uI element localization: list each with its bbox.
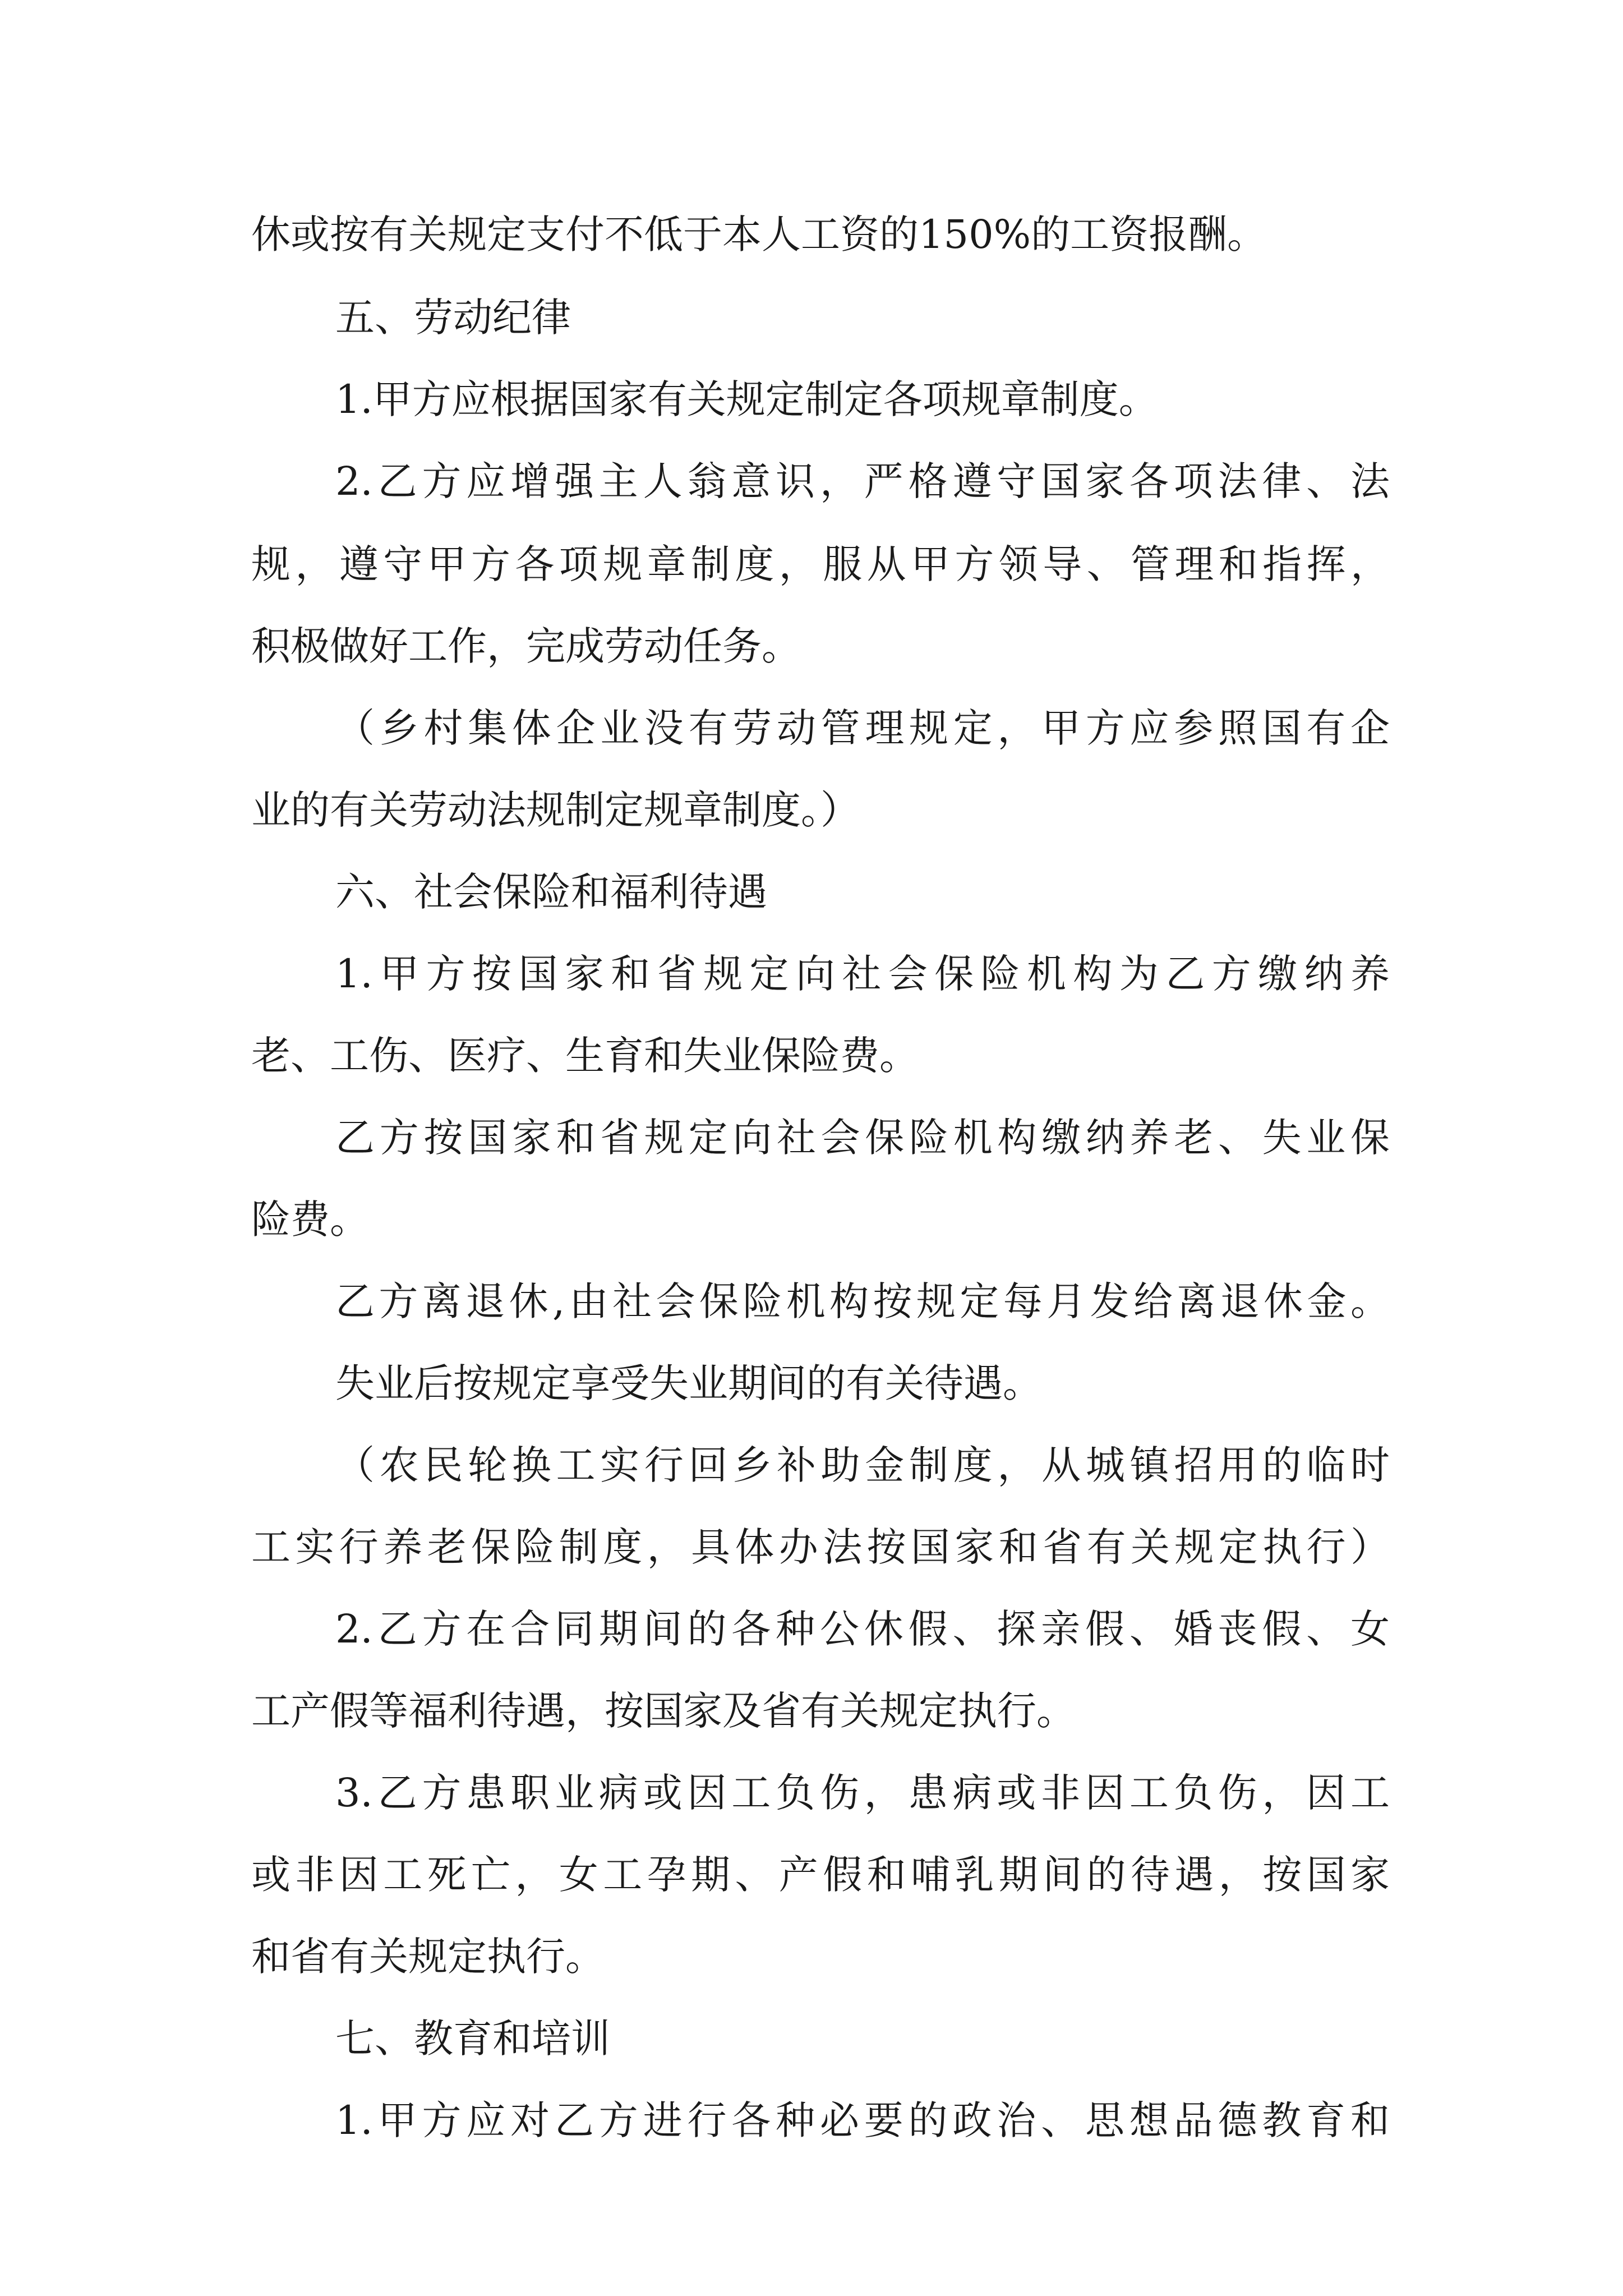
text-line: 休或按有关规定支付不低于本人工资的150%的工资报酬。 xyxy=(251,211,1267,257)
text-line: 2.乙方应增强主人翁意识，严格遵守国家各项法律、法 xyxy=(335,458,1390,504)
text-line: 乙方离退休,由社会保险机构按规定每月发给离退休金。 xyxy=(335,1278,1390,1324)
text-line: 和省有关规定执行。 xyxy=(251,1934,605,1980)
section-heading: 七、教育和培训 xyxy=(335,2016,610,2062)
text-line: 工实行养老保险制度，具体办法按国家和省有关规定执行） xyxy=(251,1524,1390,1570)
text-line: 1.甲方按国家和省规定向社会保险机构为乙方缴纳养 xyxy=(335,951,1390,997)
text-line: 1.甲方应根据国家有关规定制定各项规章制度。 xyxy=(335,376,1158,422)
text-line: （乡村集体企业没有劳动管理规定，甲方应参照国有企 xyxy=(335,705,1390,751)
text-line: （农民轮换工实行回乡补助金制度，从城镇招用的临时 xyxy=(335,1442,1390,1488)
text-line: 工产假等福利待遇，按国家及省有关规定执行。 xyxy=(251,1688,1076,1734)
text-line: 险费。 xyxy=(251,1197,369,1243)
section-heading: 五、劳动纪律 xyxy=(335,295,571,341)
section-heading: 六、社会保险和福利待遇 xyxy=(335,869,767,915)
text-line: 或非因工死亡，女工孕期、产假和哺乳期间的待遇，按国家 xyxy=(251,1852,1390,1898)
text-line: 老、工伤、医疗、生育和失业保险费。 xyxy=(251,1033,919,1079)
text-line: 乙方按国家和省规定向社会保险机构缴纳养老、失业保 xyxy=(335,1115,1390,1161)
text-line: 规，遵守甲方各项规章制度，服从甲方领导、管理和指挥， xyxy=(251,541,1390,587)
text-line: 2.乙方在合同期间的各种公休假、探亲假、婚丧假、女 xyxy=(335,1606,1390,1652)
text-line: 失业后按规定享受失业期间的有关待遇。 xyxy=(335,1360,1042,1406)
text-line: 业的有关劳动法规制定规章制度。） xyxy=(251,787,860,833)
text-line: 积极做好工作，完成劳动任务。 xyxy=(251,623,801,669)
text-line: 1.甲方应对乙方进行各种必要的政治、思想品德教育和 xyxy=(335,2097,1390,2143)
text-line: 3.乙方患职业病或因工负伤，患病或非因工负伤，因工 xyxy=(335,1770,1390,1816)
